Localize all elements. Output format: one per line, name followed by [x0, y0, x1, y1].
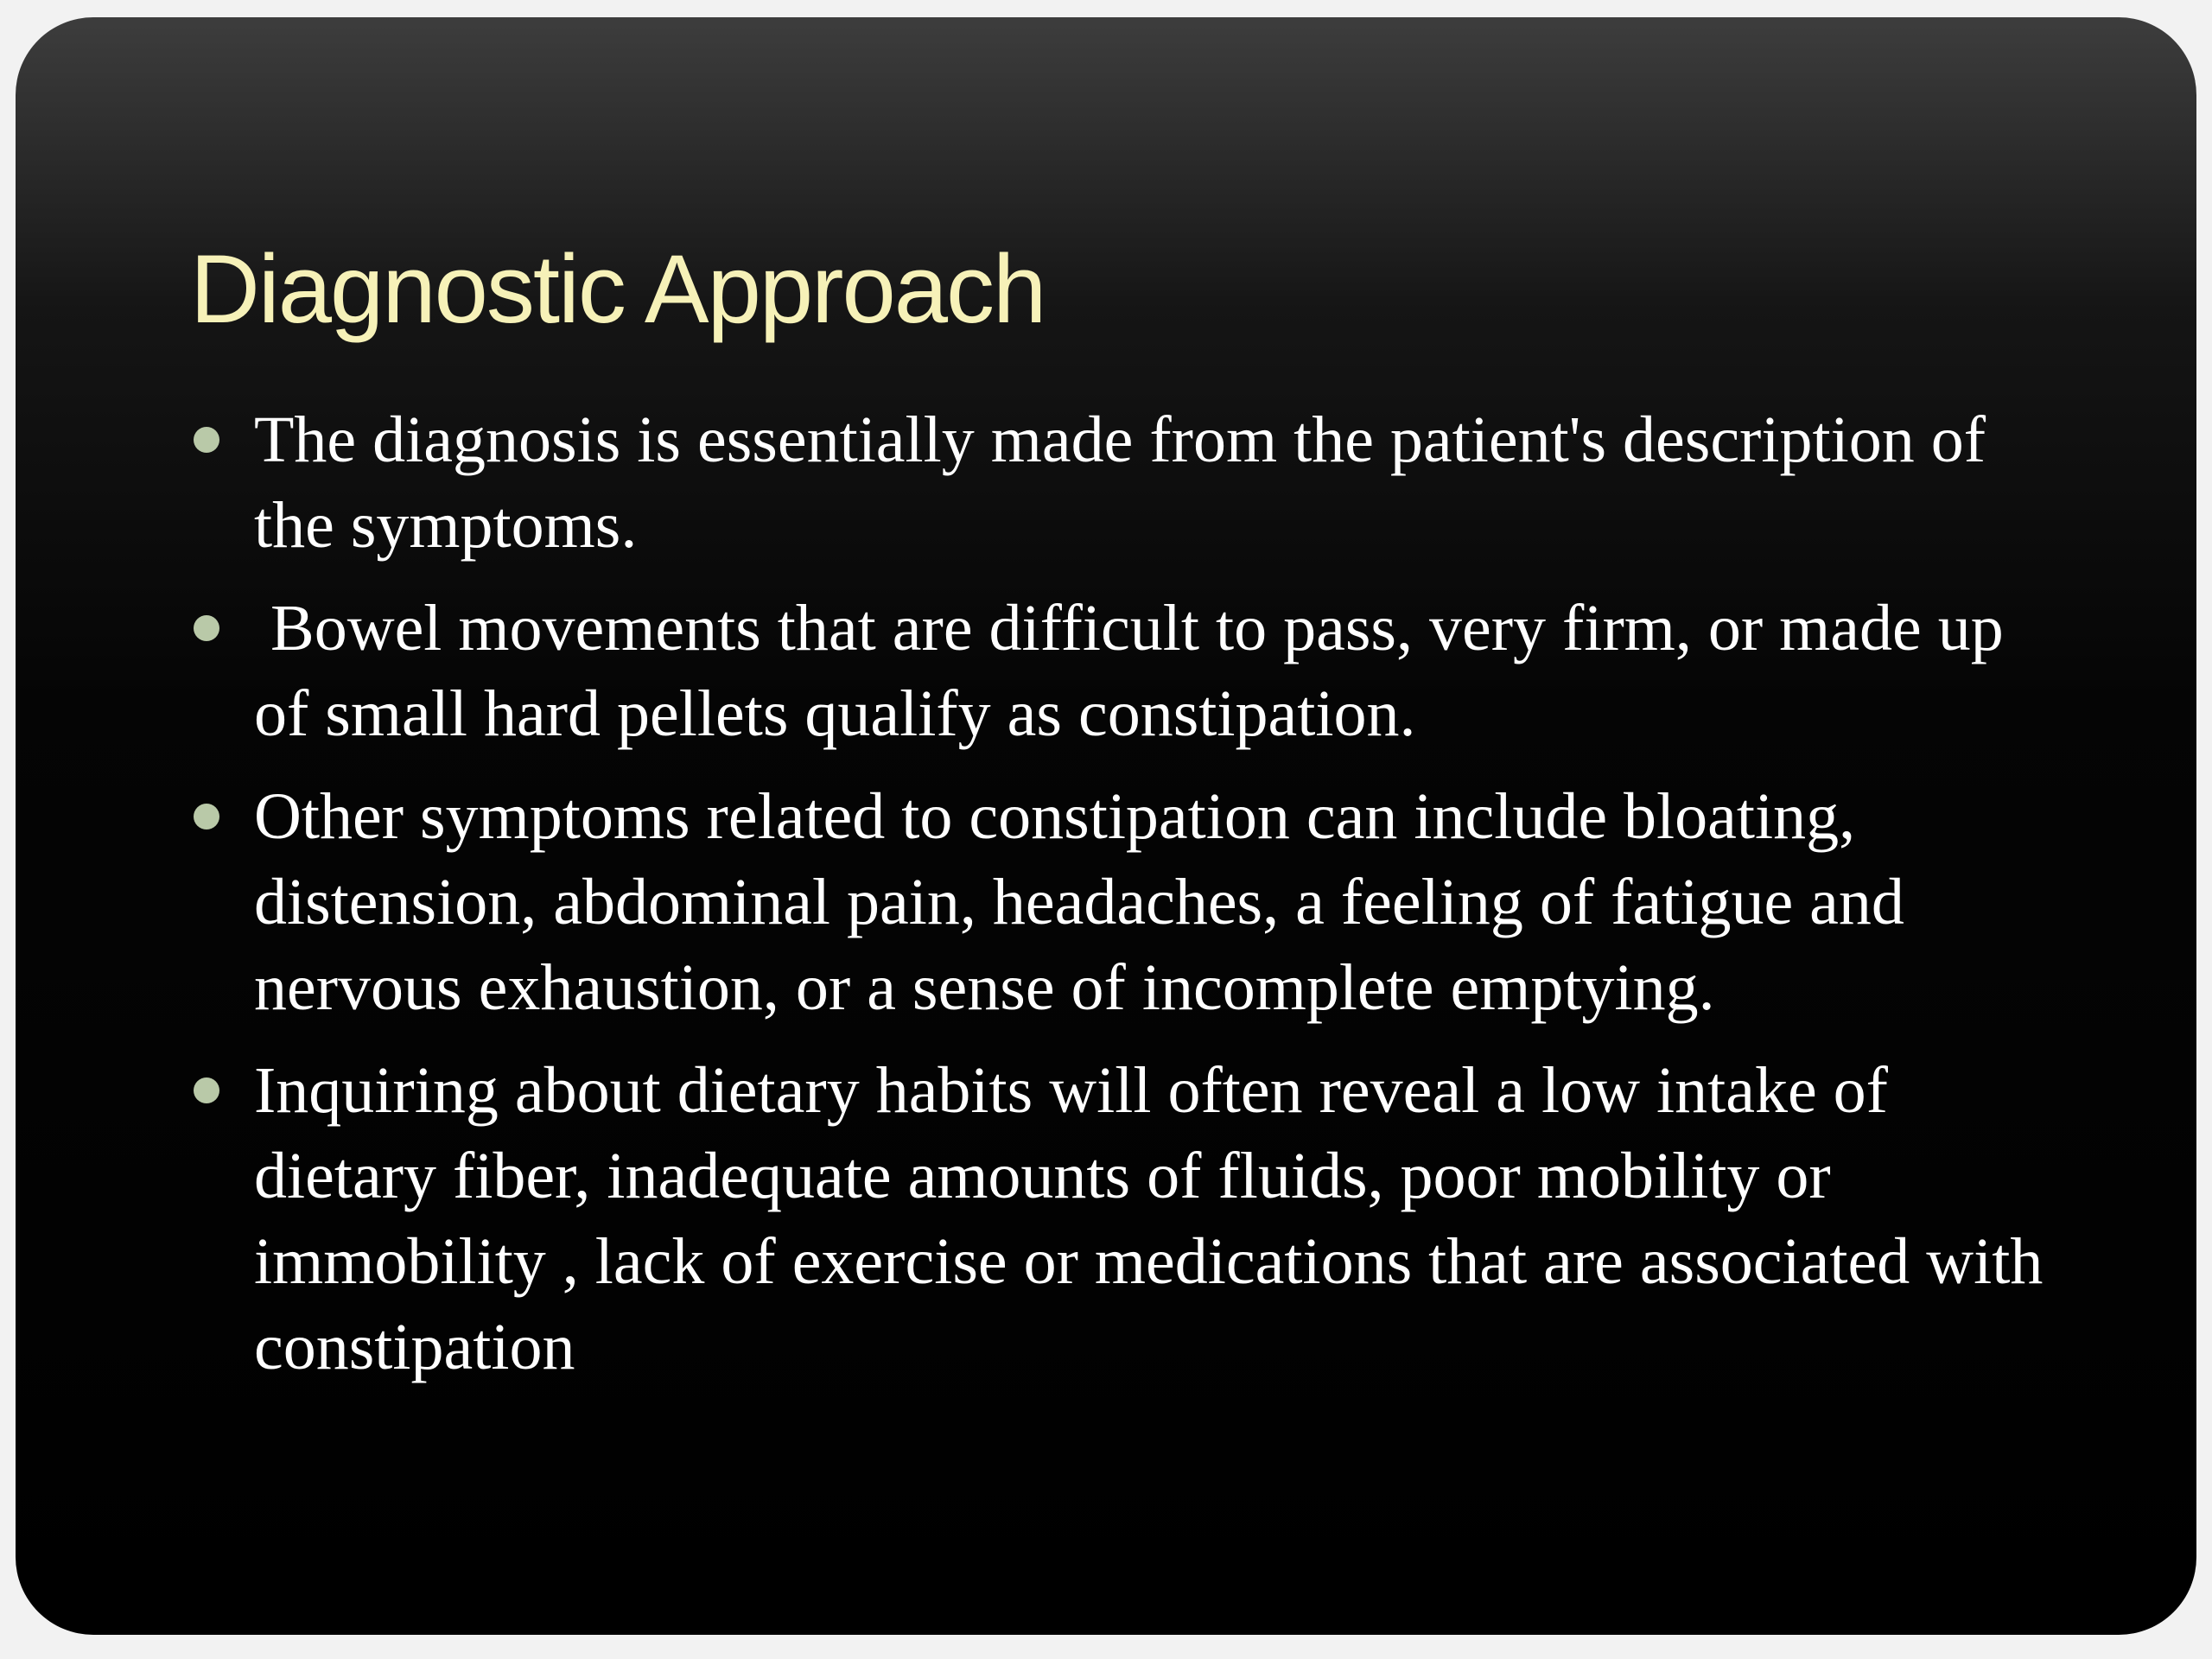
- bullet-text: Other symptoms related to constipation can include bloating, distension, abdominal pain, headaches, a feeling of fatigue and nervous exhaustion, or a sense of incomplete emptying.: [254, 780, 1904, 1024]
- bullet-text: Inquiring about dietary habits will often reveal a low intake of dietary fiber, inadequate amounts of fluids, poor mobility or immobility , lack of exercise or medications that are associated with constipation: [254, 1054, 2044, 1383]
- bullet-dot-icon: [194, 804, 219, 830]
- slide: [16, 17, 2196, 1635]
- bullet-item: [190, 774, 2074, 1031]
- bullet-dot-icon: [194, 427, 219, 453]
- bullet-item: [190, 1048, 2074, 1390]
- slide-title: Diagnostic Approach: [190, 235, 1046, 343]
- bullet-item: [190, 397, 2074, 569]
- bullet-item: [190, 586, 2074, 757]
- bullet-text: The diagnosis is essentially made from the patient's description of the symptoms.: [254, 404, 1986, 562]
- bullet-dot-icon: [194, 615, 219, 641]
- bullet-list: [190, 397, 2074, 1408]
- bullet-text: Bowel movements that are difficult to pass, very firm, or made up of small hard pellets qualify as constipation.: [254, 592, 2020, 750]
- bullet-dot-icon: [194, 1077, 219, 1103]
